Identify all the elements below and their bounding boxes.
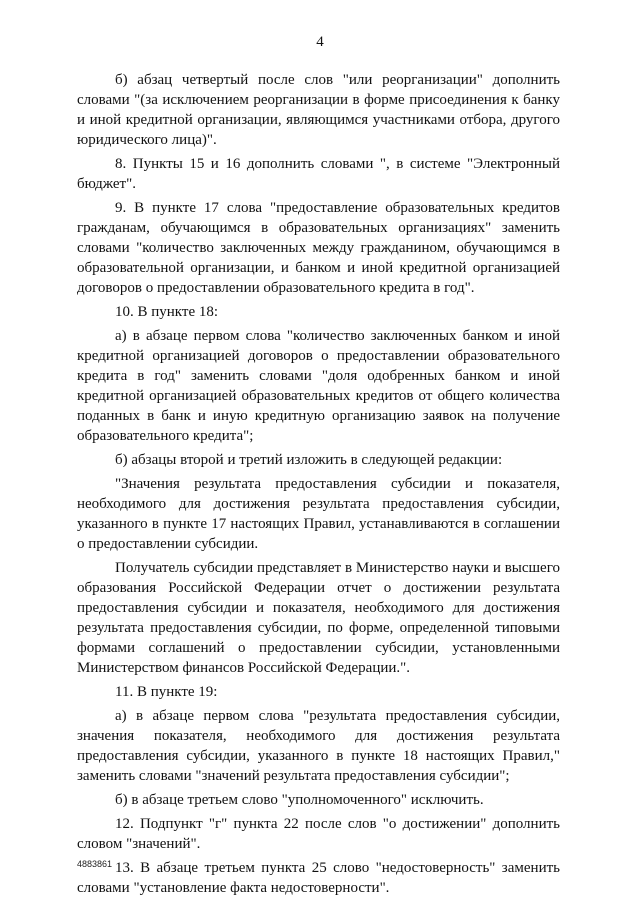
paragraph: б) абзац четвертый после слов "или реорганизации" дополнить словами "(за исключением реорганизации в форме присоединения к банку и иной кредитной организации, являющимся участниками отбора, другого юридического лица)". bbox=[77, 72, 560, 148]
paragraph: 10. В пункте 18: bbox=[115, 304, 219, 320]
paragraph: б) в абзаце третьем слово "уполномоченного" исключить. bbox=[115, 792, 484, 808]
paragraph: Получатель субсидии представляет в Министерство науки и высшего образования Российской Федерации отчет о достижении результата предоставления субсидии и показателя, необходимого для достижения результата предоставления субсидии, по форме, определенной типовыми формами соглашений о предоставлении субсидии, установленными Министерством финансов Российской Федерации.". bbox=[77, 560, 560, 676]
paragraph: а) в абзаце первом слова "количество заключенных банком и иной кредитной организацией договоров о предоставлении образовательного кредита в год" заменить словами "доля одобренных банком и иной кредитной организацией образовательных кредитов от общего количества поданных в банк и иную кредитную организацию заявок на получение образовательного кредита"; bbox=[77, 328, 560, 444]
paragraph: 12. Подпункт "г" пункта 22 после слов "о достижении" дополнить словом "значений". bbox=[77, 816, 560, 852]
paragraph: 13. В абзаце третьем пункта 25 слово "недостоверность" заменить словами "установление факта недостоверности". bbox=[77, 860, 560, 896]
document-id: 4883861 bbox=[77, 859, 113, 869]
paragraph: 9. В пункте 17 слова "предоставление образовательных кредитов гражданам, обучающимся в образовательных организациях" заменить словами "количество заключенных между гражданином, обучающимся в образовательной организации, и банком и иной кредитной организацией договоров о предоставлении образовательного кредита в год". bbox=[77, 200, 560, 296]
paragraph: "Значения результата предоставления субсидии и показателя, необходимого для достижения результата предоставления субсидии, указанного в пункте 17 настоящих Правил, устанавливаются в соглашении о предоставлении субсидии. bbox=[77, 476, 560, 552]
paragraph: 11. В пункте 19: bbox=[115, 684, 218, 700]
paragraph: 8. Пункты 15 и 16 дополнить словами ", в системе "Электронный бюджет". bbox=[77, 156, 560, 192]
document-body bbox=[77, 70, 560, 902]
paragraph: а) в абзаце первом слова "результата предоставления субсидии, значения показателя, необходимого для достижения результата предоставления субсидии, указанного в пункте 18 настоящих Правил," заменить словами "значений результата предоставления субсидии"; bbox=[77, 708, 560, 784]
page-number: 4 bbox=[316, 34, 324, 50]
paragraph: б) абзацы второй и третий изложить в следующей редакции: bbox=[115, 452, 503, 468]
